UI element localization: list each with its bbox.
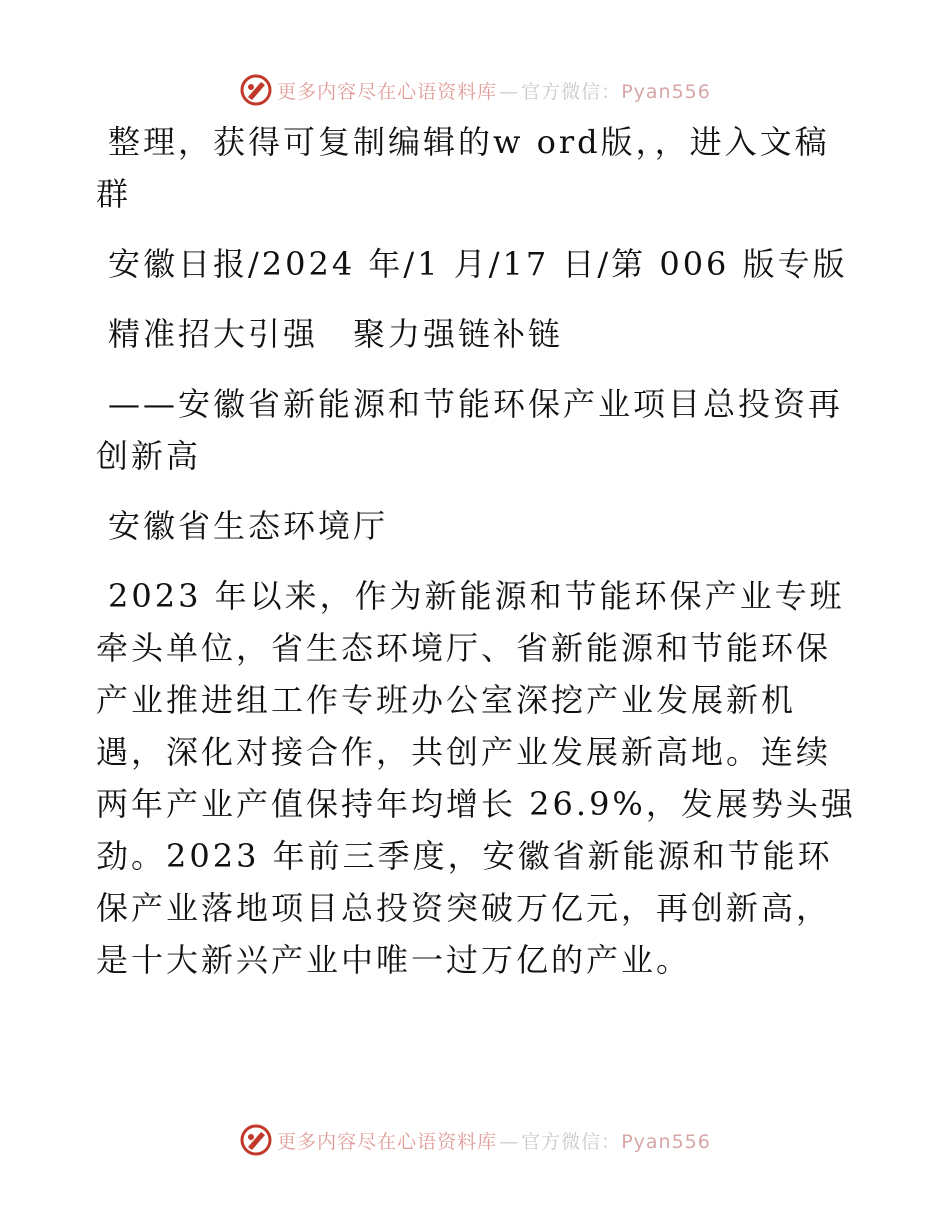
watermark-wechat-id: Pyan556 bbox=[621, 80, 711, 103]
watermark-text bbox=[277, 77, 711, 104]
watermark-brand: 更多内容尽在心语资料库 bbox=[277, 80, 498, 103]
article-author: 安徽省生态环境厅 bbox=[108, 507, 389, 545]
watermark-wechat-label: 官方微信： bbox=[521, 1130, 622, 1153]
body-paragraph: 2023 年以来，作为新能源和节能环保产业专班牵头单位，省生态环境厅、省新能源和节能环保产业推进组工作专班办公室深挖产业发展新机遇，深化对接合作，共创产业发展新高地。连续两年产业产值保持年均增长 26.9%，发展势头强劲。2023 年前三季度，安徽省新能源和节能环保产业落地项目总投资突破万亿元，再创新高，是十大新兴产业中唯一过万亿的产业。 bbox=[96, 577, 856, 979]
header-watermark bbox=[0, 70, 950, 110]
article-title: 精准招大引强 聚力强链补链 bbox=[108, 315, 564, 353]
watermark-brand: 更多内容尽在心语资料库 bbox=[277, 1130, 498, 1153]
document-body bbox=[96, 116, 856, 1004]
watermark-wechat-id: Pyan556 bbox=[621, 1130, 711, 1153]
brand-logo-icon bbox=[239, 1123, 273, 1157]
article-subtitle: ——安徽省新能源和节能环保产业项目总投资再创新高 bbox=[96, 385, 844, 475]
intro-note: 整理，获得可复制编辑的w ord版，，进入文稿群 bbox=[96, 123, 830, 213]
footer-watermark bbox=[0, 1120, 950, 1160]
watermark-text bbox=[277, 1127, 711, 1154]
watermark-dash: — bbox=[499, 1130, 520, 1153]
watermark-dash: — bbox=[499, 80, 520, 103]
watermark-wechat-label: 官方微信： bbox=[521, 80, 622, 103]
source-line: 安徽日报/2024 年/1 月/17 日/第 006 版专版 bbox=[108, 245, 848, 283]
brand-logo-icon bbox=[239, 73, 273, 107]
